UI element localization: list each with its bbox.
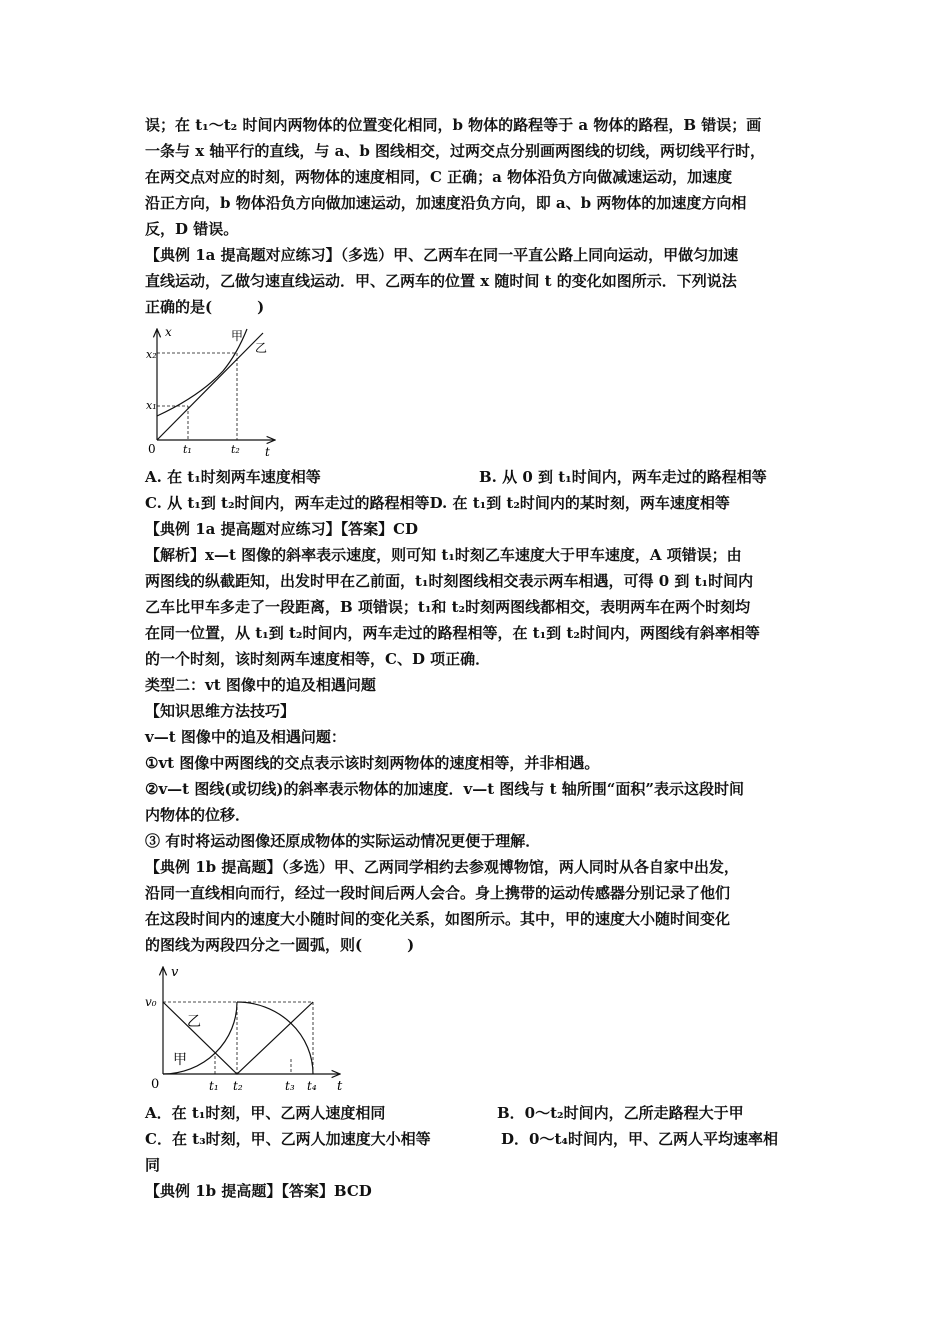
t1-tick: t₁ bbox=[183, 443, 192, 456]
t4-tick: t₄ bbox=[307, 1079, 317, 1093]
yi-line bbox=[157, 333, 263, 440]
x1-tick: x₁ bbox=[146, 399, 157, 412]
text-line: 一条与 x 轴平行的直线，与 a、b 图线相交，过两交点分别画两图线的切线，两切线平行时， bbox=[145, 142, 766, 160]
v0-tick: v₀ bbox=[145, 995, 157, 1009]
x-t-graph bbox=[145, 326, 285, 458]
text-line: ①vt 图像中两图线的交点表示该时刻两物体的速度相等，并非相遇。 bbox=[145, 754, 600, 772]
t-axis-label: t bbox=[265, 445, 270, 458]
option-c[interactable]: C. 从 t₁到 t₂时间内，两车走过的路程相等 bbox=[145, 494, 430, 512]
option-c-d bbox=[145, 490, 817, 516]
section-heading: 类型二：vt 图像中的追及相遇问题 bbox=[145, 676, 376, 694]
text-line: 两图线的纵截距知，出发时甲在乙前面，t₁时刻图线相交表示两车相遇，可得 0 到 t₁时间内 bbox=[145, 572, 754, 590]
option-d-continued: 同 bbox=[145, 1156, 161, 1174]
x-axis-label: x bbox=[165, 326, 172, 339]
question-line: 【典例 1a 提高题对应练习】（多选）甲、乙两车在同一平直公路上同向运动，甲做匀加速 bbox=[145, 246, 739, 264]
question-line: 沿同一直线相向而行，经过一段时间后两人会合。身上携带的运动传感器分别记录了他们 bbox=[145, 884, 731, 902]
option-d[interactable]: D. 在 t₁到 t₂时间内的某时刻，两车速度相等 bbox=[429, 494, 730, 512]
text-line: 在两交点对应的时刻，两物体的速度相同，C 正确；a 物体沿负方向做减速运动，加速度 bbox=[145, 168, 733, 186]
origin-label: 0 bbox=[151, 1077, 160, 1092]
option-a[interactable]: A. 在 t₁时刻两车速度相等 bbox=[145, 468, 321, 486]
option-d[interactable]: D．0～t₄时间内，甲、乙两人平均速率相 bbox=[501, 1130, 778, 1148]
text-line: v—t 图像中的追及相遇问题： bbox=[145, 728, 346, 746]
t2-tick: t₂ bbox=[233, 1079, 243, 1093]
text-line: 【解析】x—t 图像的斜率表示速度，则可知 t₁时刻乙车速度大于甲车速度，A 项错误；由 bbox=[145, 546, 742, 564]
subsection-heading: 【知识思维方法技巧】 bbox=[145, 702, 296, 720]
text-line: ③ 有时将运动图像还原成物体的实际运动情况更便于理解． bbox=[145, 832, 541, 850]
yi-label: 乙 bbox=[255, 341, 268, 355]
t1-tick: t₁ bbox=[209, 1079, 219, 1093]
answer-1b: 【典例 1b 提高题】【答案】BCD bbox=[145, 1182, 372, 1200]
q1-options-row-1 bbox=[145, 464, 817, 490]
option-b[interactable]: B. 从 0 到 t₁时间内，两车走过的路程相等 bbox=[479, 468, 767, 486]
question-line: 正确的是( ) bbox=[145, 298, 265, 316]
text-line: 在同一位置，从 t₁到 t₂时间内，两车走过的路程相等，在 t₁到 t₂时间内，两图线有斜率相等 bbox=[145, 624, 760, 642]
question-line: 的图线为两段四分之一圆弧，则( ) bbox=[145, 936, 415, 954]
jia-label: 甲 bbox=[173, 1052, 187, 1068]
option-b[interactable]: B．0～t₂时间内，乙所走路程大于甲 bbox=[497, 1104, 744, 1122]
question-line: 直线运动，乙做匀速直线运动．甲、乙两车的位置 x 随时间 t 的变化如图所示．下列说法 bbox=[145, 272, 737, 290]
knowledge-points bbox=[145, 724, 817, 854]
x2-tick: x₂ bbox=[146, 348, 157, 361]
document-page bbox=[145, 112, 817, 1204]
option-a[interactable]: A．在 t₁时刻，甲、乙两人速度相同 bbox=[145, 1104, 386, 1122]
question-line: 【典例 1b 提高题】（多选）甲、乙两同学相约去参观博物馆，两人同时从各自家中出发， bbox=[145, 858, 739, 876]
v-axis-label: v bbox=[171, 965, 179, 980]
q2-options-row-1 bbox=[145, 1100, 817, 1126]
q2-options-row-2 bbox=[145, 1126, 817, 1152]
explanation-1a bbox=[145, 542, 817, 672]
text-line: ②v—t 图线(或切线)的斜率表示物体的加速度．v—t 图线与 t 轴所围“面积”表示这段时间 bbox=[145, 780, 745, 798]
answer-1a: 【典例 1a 提高题对应练习】【答案】CD bbox=[145, 520, 419, 538]
t-axis-label: t bbox=[337, 1079, 343, 1094]
t2-tick: t₂ bbox=[231, 443, 240, 456]
text-line: 反，D 错误。 bbox=[145, 220, 239, 238]
v-t-graph bbox=[145, 964, 355, 1094]
option-c[interactable]: C．在 t₃时刻，甲、乙两人加速度大小相等 bbox=[145, 1130, 431, 1148]
previous-explanation bbox=[145, 112, 817, 242]
text-line: 的一个时刻，该时刻两车速度相等，C、D 项正确． bbox=[145, 650, 491, 668]
t3-tick: t₃ bbox=[285, 1079, 295, 1093]
question-line: 在这段时间内的速度大小随时间的变化关系，如图所示。其中，甲的速度大小随时间变化 bbox=[145, 910, 731, 928]
origin-label: 0 bbox=[148, 442, 156, 456]
yi-label: 乙 bbox=[187, 1014, 201, 1030]
text-line: 乙车比甲车多走了一段距离，B 项错误；t₁和 t₂时刻两图线都相交，表明两车在两个时刻均 bbox=[145, 598, 751, 616]
text-line: 沿正方向，b 物体沿负方向做加速运动，加速度沿负方向，即 a、b 两物体的加速度方向相 bbox=[145, 194, 747, 212]
text-line: 误；在 t₁～t₂ 时间内两物体的位置变化相同，b 物体的路程等于 a 物体的路程，B 错误；画 bbox=[145, 116, 762, 134]
jia-label: 甲 bbox=[231, 329, 244, 343]
question-1b bbox=[145, 854, 817, 958]
question-1a bbox=[145, 242, 817, 320]
text-line: 内物体的位移． bbox=[145, 806, 251, 824]
